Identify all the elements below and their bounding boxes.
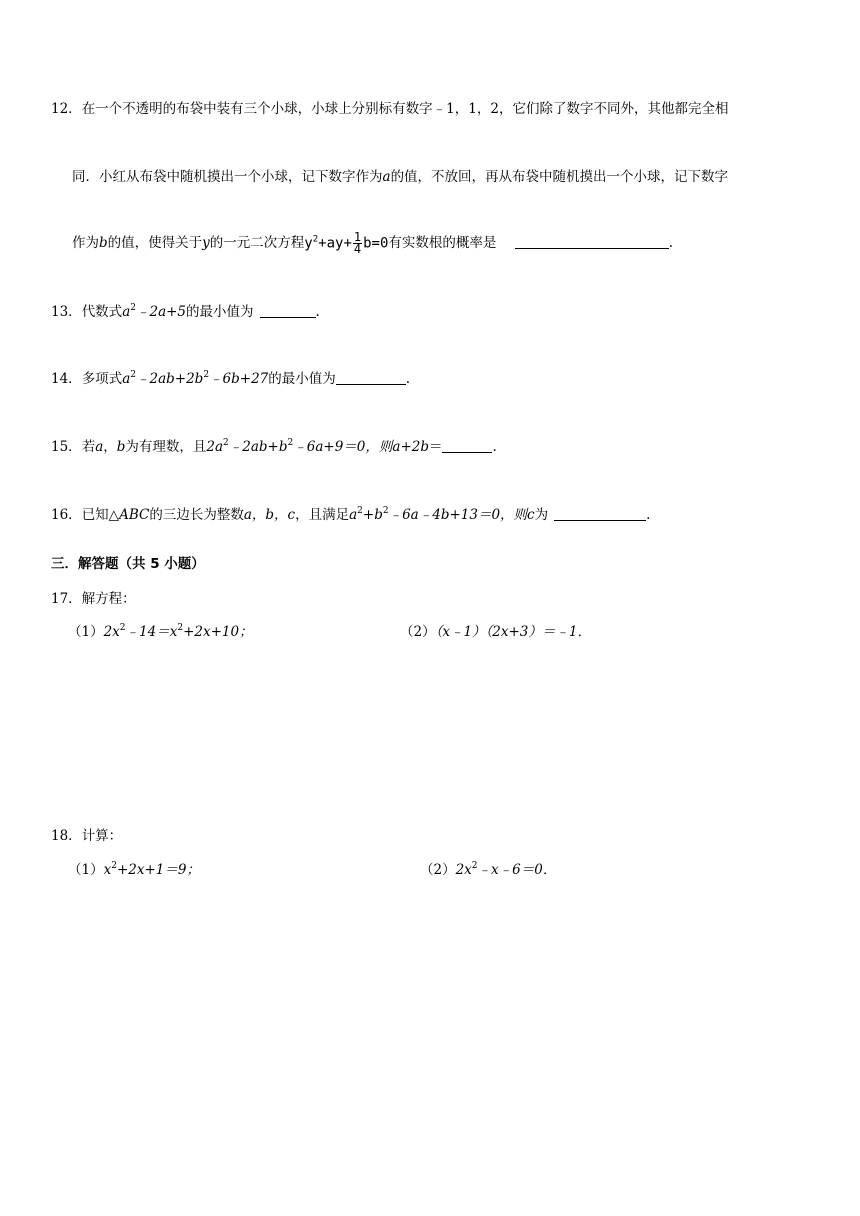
q18-number: 18． (51, 828, 82, 844)
q18-title: 18．计算： (51, 828, 123, 844)
q12-number: 12． (51, 101, 82, 117)
answer-blank[interactable] (336, 371, 406, 385)
q17-title: 17．解方程： (51, 591, 136, 607)
q16-number: 16． (51, 507, 82, 523)
q14-number: 14． (51, 371, 82, 387)
answer-blank[interactable] (442, 439, 492, 453)
section-heading: 三．解答题（共 5 小题） (51, 556, 205, 572)
q16: 16．已知△ABC的三边长为整数a，b，c，且满足$a^2+b^2﹣6a﹣4b+13=0$，则c为 . (51, 506, 651, 523)
q12-line2: 同．小红从布袋中随机摸出一个小球，记下数字作为a的值，不放回，再从布袋中随机摸出一个小球，记下数字 (72, 169, 729, 185)
q17-number: 17． (51, 591, 82, 607)
q17-part2: （2）（x﹣1）（2x+3）＝﹣1． (400, 624, 591, 640)
q14: 14．多项式$a^2﹣2ab+2b^2﹣6b+27$的最小值为 . (51, 370, 411, 387)
q18-part2: $(2)2x^2﹣x﹣6=0$． (420, 861, 557, 878)
answer-blank[interactable] (554, 507, 646, 521)
answer-blank[interactable] (515, 235, 669, 249)
q17-part1: $(1)2x^2﹣14=x^2+2x+10$； (68, 623, 253, 640)
q15: 15．若a，b为有理数，且$2a^2﹣2ab+b^2﹣6a+9=0$，则a+2b＝ . (51, 438, 497, 455)
q12-line1: 12．在一个不透明的布袋中装有三个小球，小球上分别标有数字﹣1，1，2，它们除了数字不同外，其他都完全相 (51, 101, 729, 117)
q15-number: 15． (51, 439, 82, 455)
answer-blank[interactable] (260, 304, 316, 318)
q13: 13．代数式$a^2﹣2a+5$的最小值为 . (51, 303, 320, 320)
q13-number: 13． (51, 304, 82, 320)
q18-part1: $(1)x^2+2x+1=9$； (68, 861, 200, 878)
q12-equation-image: $y^2+ay+$ $\frac{1}{4}$ b=0 (304, 230, 389, 256)
q12-line3: 作为b的值，使得关于y的一元二次方程$y^2+ay+$ $\frac{1}{4}$ b=0有实数根的概率是 . (72, 230, 673, 256)
